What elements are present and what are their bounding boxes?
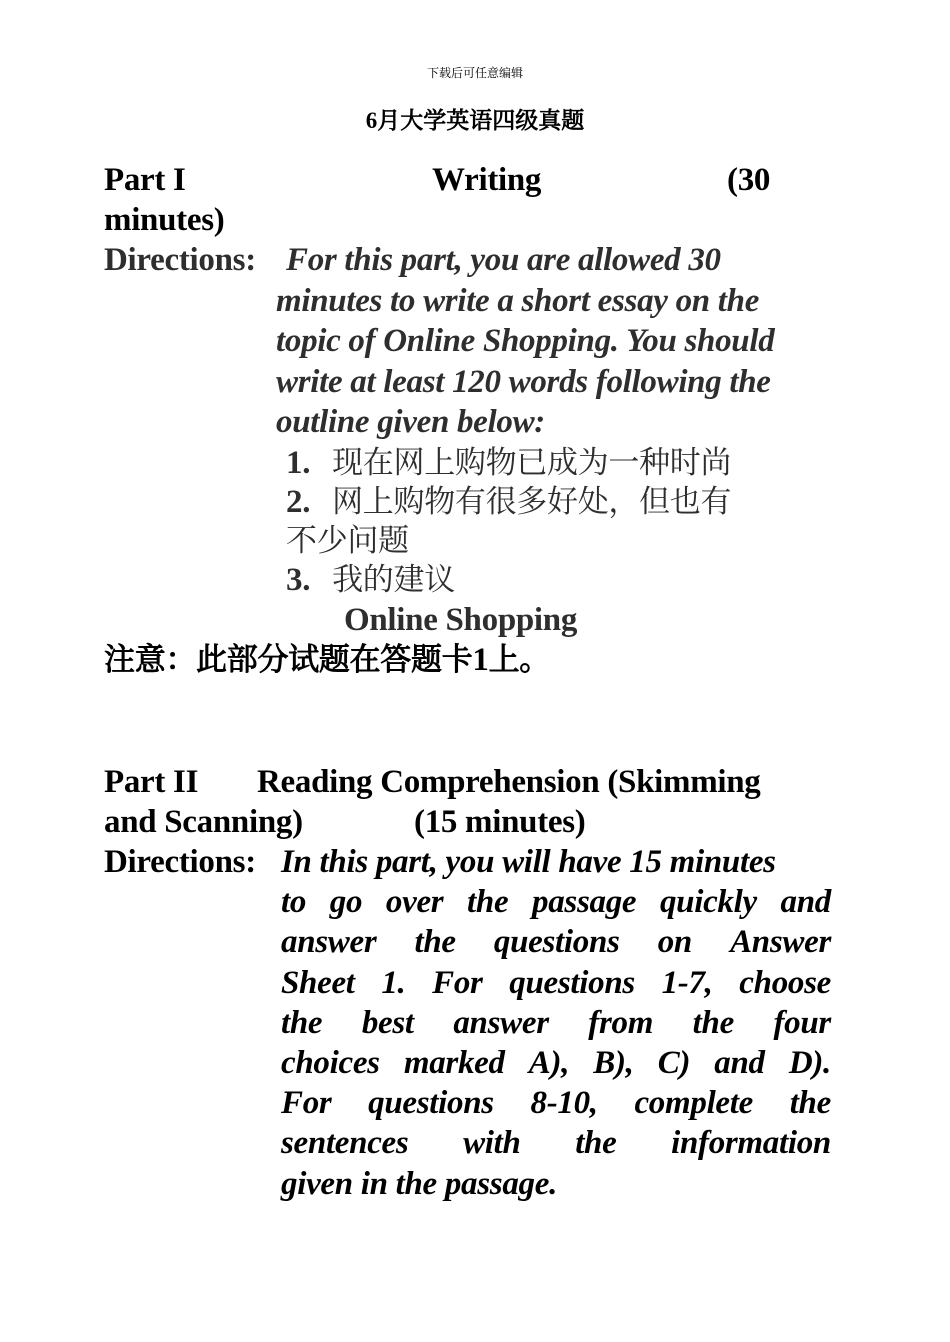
part1-directions-line: outline given below: [276, 404, 545, 440]
word: over [385, 884, 444, 921]
word: the [575, 1125, 617, 1162]
word: passage [532, 884, 637, 921]
word: questions [368, 1085, 494, 1122]
word: questions [509, 964, 635, 1001]
word: 1. [381, 964, 406, 1001]
answer-sheet-note [104, 640, 550, 680]
word: answer [281, 924, 377, 961]
outline-item-2-continued [286, 521, 409, 561]
word: 8-10, [530, 1085, 598, 1122]
word: choices [281, 1044, 380, 1081]
part2-directions-line [281, 882, 831, 922]
word: on [657, 924, 692, 961]
word: and [714, 1044, 765, 1081]
word: from [588, 1004, 654, 1041]
outline-text: 网上购物有很多好处，但也有 [332, 484, 732, 520]
word: D). [788, 1044, 831, 1081]
word: to [281, 884, 307, 921]
part1-directions-line: For this part, you are allowed 30 [286, 242, 721, 278]
word: go [329, 884, 363, 921]
outline-text: 我的建议 [332, 562, 455, 598]
word: information [671, 1125, 831, 1162]
part2-name-line2: and Scanning) [104, 804, 303, 840]
note-number: 1 [472, 642, 489, 678]
word: choose [739, 964, 831, 1001]
part2-directions-line: given in the passage. [281, 1165, 558, 1202]
word: questions [493, 924, 620, 961]
part1-time-open: (30 [727, 162, 771, 198]
outline-item-2 [286, 482, 731, 522]
document-title: 6月大学英语四级真题 [365, 108, 585, 133]
word: the [281, 1004, 323, 1041]
part1-directions-line: write at least 120 words following the [276, 364, 771, 400]
header-note: 下载后可任意编辑 [426, 66, 523, 80]
word: the [414, 924, 456, 961]
outline-item-3 [286, 560, 455, 600]
word: Sheet [281, 964, 355, 1001]
part2-directions-line [281, 1123, 831, 1163]
word: A), [528, 1044, 570, 1081]
word: and [780, 884, 831, 921]
part2-label: Part II [104, 764, 199, 800]
part1-name: Writing [432, 162, 542, 198]
outline-text: 现在网上购物已成为一种时尚 [332, 445, 732, 481]
part2-directions-line [281, 1043, 831, 1083]
part1-label: Part I [104, 162, 186, 198]
word: answer [453, 1004, 549, 1041]
word: Answer [730, 924, 831, 961]
word: the [692, 1004, 734, 1041]
part1-directions-label: Directions: [104, 242, 256, 278]
part1-time-close: minutes) [104, 202, 225, 238]
outline-item-1 [286, 443, 731, 483]
note-prefix: 注意：此部分试题在答题卡 [104, 642, 473, 678]
outline-number: 2. [286, 484, 311, 520]
part2-directions-line [281, 1083, 831, 1123]
word: quickly [659, 884, 757, 921]
word: the [789, 1085, 831, 1122]
part2-directions-line: In this part, you will have 15 minutes [281, 844, 776, 880]
word: the [467, 884, 509, 921]
part2-directions-line [281, 922, 831, 962]
word: 1-7, [661, 964, 713, 1001]
outline-text: 不少问题 [286, 523, 409, 559]
word: complete [634, 1085, 753, 1122]
part2-directions-line [281, 963, 831, 1003]
word: For [281, 1085, 332, 1122]
word: For [432, 964, 483, 1001]
part2-directions-line [281, 1003, 831, 1043]
part1-directions-line: topic of Online Shopping. You should [276, 323, 775, 359]
essay-title: Online Shopping [344, 602, 578, 638]
word: C) [657, 1044, 691, 1081]
word: sentences [281, 1125, 409, 1162]
part2-directions-text [281, 842, 831, 1204]
word: marked [403, 1044, 505, 1081]
outline-number: 1. [286, 445, 311, 481]
word: best [361, 1004, 414, 1041]
part2-directions-label: Directions: [104, 844, 256, 880]
part1-directions-line: minutes to write a short essay on the [276, 283, 760, 319]
word: B), [593, 1044, 634, 1081]
part2-time: (15 minutes) [414, 804, 586, 840]
outline-number: 3. [286, 562, 311, 598]
part2-name-line1: Reading Comprehension (Skimming [257, 764, 761, 800]
word: four [773, 1004, 831, 1041]
word: with [463, 1125, 521, 1162]
note-suffix: 上。 [488, 642, 551, 678]
